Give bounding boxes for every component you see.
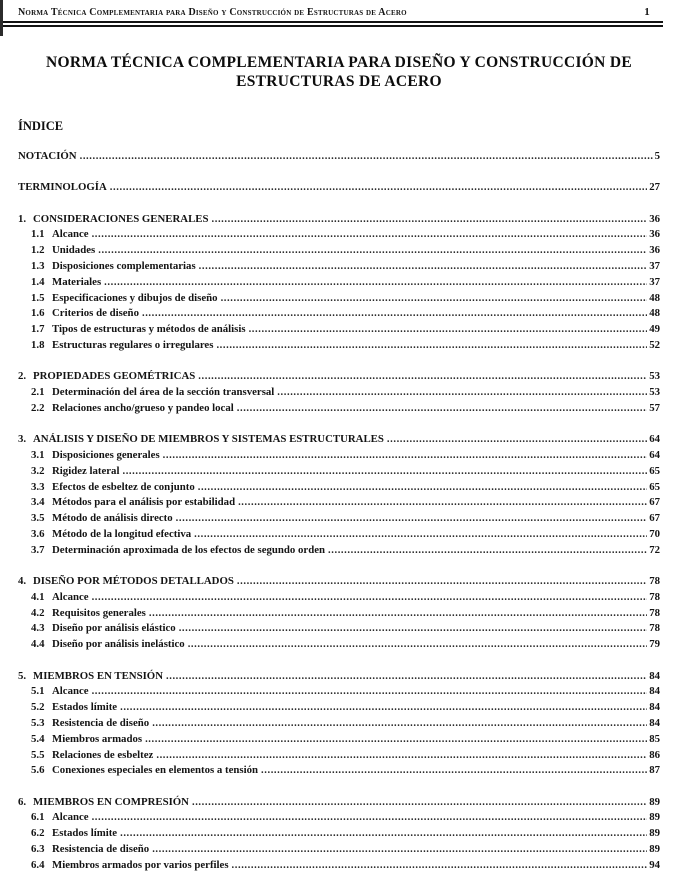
toc-entry xyxy=(18,401,660,417)
toc-entry-title: Efectos de esbeltez de conjunto xyxy=(52,480,195,493)
toc-leader-dots xyxy=(92,684,648,700)
toc-entry-number: 4. xyxy=(18,575,27,588)
toc-entry-title: NOTACIÓN xyxy=(18,150,77,162)
toc-entry xyxy=(18,338,660,354)
toc-entry-page: 67 xyxy=(649,512,660,525)
toc-entry xyxy=(18,543,660,559)
toc-entry-title: Criterios de diseño xyxy=(52,307,139,320)
toc-entry-page: 86 xyxy=(649,748,660,761)
toc-entry-number: 1.1 xyxy=(31,228,45,241)
toc-entry-title: Estados límite xyxy=(52,701,118,714)
toc-entry xyxy=(18,763,660,779)
toc-entry-title: Métodos para el análisis por estabilidad xyxy=(52,496,236,509)
toc-entry-page: 52 xyxy=(649,338,660,351)
toc-entry-page: 89 xyxy=(649,811,660,824)
toc-entry xyxy=(18,810,660,826)
toc-entry xyxy=(18,369,660,385)
toc-list xyxy=(18,149,660,874)
toc-entry-number: 6.3 xyxy=(31,842,45,855)
toc-entry xyxy=(18,826,660,842)
document-title xyxy=(18,53,660,91)
toc-entry-number: 6. xyxy=(18,795,27,808)
toc-leader-dots xyxy=(249,322,648,338)
running-title: Norma Técnica Complementaria para Diseño y Construcción de Estructuras de Acero xyxy=(18,7,407,18)
toc-entry xyxy=(18,385,660,401)
toc-entry xyxy=(18,322,660,338)
toc-leader-dots xyxy=(163,448,648,464)
toc-leader-dots xyxy=(92,227,648,243)
toc-entry xyxy=(18,574,660,590)
toc-entry-number: 5.4 xyxy=(31,732,45,745)
toc-leader-dots xyxy=(221,291,648,307)
toc-entry-page: 87 xyxy=(649,764,660,777)
toc-leader-dots xyxy=(212,212,648,228)
header-double-rule xyxy=(3,21,663,27)
toc-entry-page: 78 xyxy=(649,622,660,635)
toc-leader-dots xyxy=(92,810,648,826)
toc-leader-dots xyxy=(261,763,647,779)
toc-leader-dots xyxy=(179,621,648,637)
page-header xyxy=(18,0,660,18)
toc-leader-dots xyxy=(194,527,647,543)
toc-entry-title: Estados límite xyxy=(52,827,118,840)
toc-leader-dots xyxy=(237,401,647,417)
toc-entry-page: 37 xyxy=(649,275,660,288)
toc-leader-dots xyxy=(120,826,647,842)
toc-entry-page: 53 xyxy=(649,386,660,399)
page-number: 1 xyxy=(644,6,650,18)
toc-entry-page: 85 xyxy=(649,732,660,745)
toc-entry-page: 70 xyxy=(649,527,660,540)
toc-entry-title: Tipos de estructuras y métodos de análisis xyxy=(52,323,246,336)
toc-entry-page: 89 xyxy=(649,827,660,840)
toc-entry-title: Conexiones especiales en elementos a tensión xyxy=(52,764,259,777)
toc-entry-number: 4.2 xyxy=(31,606,45,619)
toc-entry-title: Disposiciones complementarias xyxy=(52,259,196,272)
toc-leader-dots xyxy=(198,480,647,496)
toc-entry xyxy=(18,748,660,764)
toc-entry-number: 6.1 xyxy=(31,811,45,824)
toc-leader-dots xyxy=(238,495,647,511)
toc-entry-title: Rigidez lateral xyxy=(52,464,120,477)
toc-leader-dots xyxy=(277,385,647,401)
toc-entry-title: Resistencia de diseño xyxy=(52,842,150,855)
toc-leader-dots xyxy=(142,306,647,322)
toc-leader-dots xyxy=(237,574,647,590)
document-title-line2: ESTRUCTURAS DE ACERO xyxy=(236,72,442,90)
toc-entry-number: 3.3 xyxy=(31,480,45,493)
toc-leader-dots xyxy=(152,716,647,732)
toc-entry-number: 5.3 xyxy=(31,716,45,729)
toc-entry-title: Relaciones de esbeltez xyxy=(52,748,154,761)
toc-entry xyxy=(18,606,660,622)
toc-entry-page: 84 xyxy=(649,716,660,729)
toc-leader-dots xyxy=(104,275,647,291)
toc-entry-number: 3.2 xyxy=(31,464,45,477)
toc-entry-page: 65 xyxy=(649,464,660,477)
toc-entry-number: 4.1 xyxy=(31,590,45,603)
toc-entry-title: MIEMBROS EN TENSIÓN xyxy=(33,669,163,682)
toc-entry-number: 1.8 xyxy=(31,338,45,351)
toc-leader-dots xyxy=(188,637,648,653)
toc-entry-page: 79 xyxy=(649,638,660,651)
toc-entry-title: MIEMBROS EN COMPRESIÓN xyxy=(33,795,189,808)
toc-entry xyxy=(18,291,660,307)
toc-entry-title: CONSIDERACIONES GENERALES xyxy=(33,212,209,225)
toc-entry-page: 27 xyxy=(649,181,660,194)
toc-entry-page: 89 xyxy=(649,795,660,808)
toc-entry-page: 49 xyxy=(649,323,660,336)
toc-entry-number: 3.7 xyxy=(31,543,45,556)
toc-entry-number: 6.2 xyxy=(31,827,45,840)
toc-entry xyxy=(18,448,660,464)
toc-entry-page: 72 xyxy=(649,543,660,556)
toc-entry-number: 3.4 xyxy=(31,496,45,509)
toc-leader-dots xyxy=(192,795,647,811)
toc-entry-number: 3. xyxy=(18,433,27,446)
toc-leader-dots xyxy=(198,369,647,385)
toc-entry-title: TERMINOLOGÍA xyxy=(18,181,107,194)
toc-leader-dots xyxy=(122,464,647,480)
toc-entry-number: 5.5 xyxy=(31,748,45,761)
toc-entry xyxy=(18,684,660,700)
toc-entry-number: 3.6 xyxy=(31,527,45,540)
toc-entry xyxy=(18,716,660,732)
toc-leader-dots xyxy=(152,842,647,858)
toc-entry-title: Relaciones ancho/grueso y pandeo local xyxy=(52,401,234,414)
toc-entry-title: Estructuras regulares o irregulares xyxy=(52,338,214,351)
toc-entry-page: 64 xyxy=(649,433,660,446)
toc-entry-page: 94 xyxy=(649,858,660,871)
toc-entry xyxy=(18,495,660,511)
toc-leader-dots xyxy=(232,858,648,874)
toc-entry-title: PROPIEDADES GEOMÉTRICAS xyxy=(33,370,196,383)
toc-entry-title: Método de la longitud efectiva xyxy=(52,527,192,540)
toc-leader-dots xyxy=(156,748,647,764)
toc-entry-number: 3.5 xyxy=(31,512,45,525)
toc-entry xyxy=(18,243,660,259)
toc-entry-page: 36 xyxy=(649,244,660,257)
toc-leader-dots xyxy=(328,543,647,559)
toc-entry-page: 5 xyxy=(654,150,660,162)
toc-entry-number: 1.6 xyxy=(31,307,45,320)
toc-entry-page: 89 xyxy=(649,842,660,855)
toc-entry-number: 5.1 xyxy=(31,685,45,698)
toc-entry-title: ANÁLISIS Y DISEÑO DE MIEMBROS Y SISTEMAS ESTRUCTURALES xyxy=(33,433,384,446)
toc-leader-dots xyxy=(166,669,647,685)
toc-entry xyxy=(18,480,660,496)
toc-entry xyxy=(18,527,660,543)
toc-entry-number: 1.2 xyxy=(31,244,45,257)
scan-edge-artifact xyxy=(0,0,3,36)
toc-entry-page: 65 xyxy=(649,480,660,493)
toc-entry xyxy=(18,590,660,606)
toc-entry-number: 4.4 xyxy=(31,638,45,651)
toc-entry-page: 36 xyxy=(649,228,660,241)
toc-entry-number: 1.5 xyxy=(31,291,45,304)
toc-entry-number: 6.4 xyxy=(31,858,45,871)
toc-entry-number: 5. xyxy=(18,669,27,682)
toc-entry-number: 4.3 xyxy=(31,622,45,635)
toc-leader-dots xyxy=(216,338,647,354)
toc-entry xyxy=(18,511,660,527)
toc-entry-title: Miembros armados xyxy=(52,732,143,745)
toc-leader-dots xyxy=(110,180,647,196)
toc-entry xyxy=(18,795,660,811)
toc-entry-number: 5.6 xyxy=(31,764,45,777)
index-heading: ÍNDICE xyxy=(18,118,64,133)
toc-entry-title: Unidades xyxy=(52,244,96,257)
toc-entry-title: Alcance xyxy=(52,811,89,824)
toc-entry-page: 84 xyxy=(649,685,660,698)
toc-entry-title: Resistencia de diseño xyxy=(52,716,150,729)
toc-entry-number: 1.4 xyxy=(31,275,45,288)
toc-entry-title: Especificaciones y dibujos de diseño xyxy=(52,291,218,304)
toc-leader-dots xyxy=(92,590,648,606)
toc-entry-page: 78 xyxy=(649,590,660,603)
toc-leader-dots xyxy=(199,259,648,275)
toc-leader-dots xyxy=(145,732,647,748)
toc-entry xyxy=(18,227,660,243)
toc-entry xyxy=(18,637,660,653)
toc-entry-title: Alcance xyxy=(52,685,89,698)
toc-entry-page: 57 xyxy=(649,401,660,414)
toc-entry-title: Diseño por análisis inelástico xyxy=(52,638,185,651)
toc-entry xyxy=(18,621,660,637)
toc-entry-number: 2.2 xyxy=(31,401,45,414)
toc-entry-number: 2.1 xyxy=(31,386,45,399)
toc-entry-number: 3.1 xyxy=(31,448,45,461)
toc-entry xyxy=(18,858,660,874)
toc-entry-title: DISEÑO POR MÉTODOS DETALLADOS xyxy=(33,575,234,588)
toc-entry xyxy=(18,149,660,165)
toc-entry-title: Determinación aproximada de los efectos de segundo orden xyxy=(52,543,326,556)
toc-entry-title: Requisitos generales xyxy=(52,606,146,619)
toc-entry xyxy=(18,700,660,716)
toc-entry-page: 36 xyxy=(649,212,660,225)
toc-entry-page: 78 xyxy=(649,606,660,619)
toc-entry-page: 48 xyxy=(649,291,660,304)
toc-entry-title: Miembros armados por varios perfiles xyxy=(52,858,229,871)
toc-entry xyxy=(18,464,660,480)
toc-entry-page: 78 xyxy=(649,575,660,588)
toc-entry-page: 48 xyxy=(649,307,660,320)
toc-entry xyxy=(18,732,660,748)
toc-entry xyxy=(18,432,660,448)
toc-entry-title: Alcance xyxy=(52,590,89,603)
toc-leader-dots xyxy=(149,606,647,622)
toc-entry-page: 64 xyxy=(649,448,660,461)
toc-leader-dots xyxy=(176,511,648,527)
toc-entry-page: 37 xyxy=(649,259,660,272)
toc-entry xyxy=(18,306,660,322)
toc-leader-dots xyxy=(98,243,647,259)
toc-leader-dots xyxy=(120,700,647,716)
toc-entry-number: 1.3 xyxy=(31,259,45,272)
toc-entry-number: 2. xyxy=(18,370,27,383)
toc-entry xyxy=(18,669,660,685)
toc-entry-number: 1. xyxy=(18,212,27,225)
toc-entry-title: Determinación del área de la sección transversal xyxy=(52,386,275,399)
toc-entry xyxy=(18,212,660,228)
toc-entry-title: Alcance xyxy=(52,228,89,241)
toc-leader-dots xyxy=(387,432,647,448)
toc-entry xyxy=(18,842,660,858)
toc-entry-title: Materiales xyxy=(52,275,102,288)
toc-entry-page: 84 xyxy=(649,701,660,714)
toc-entry-number: 5.2 xyxy=(31,701,45,714)
toc-leader-dots xyxy=(80,149,653,165)
document-title-line1: NORMA TÉCNICA COMPLEMENTARIA PARA DISEÑO Y CONSTRUCCIÓN DE xyxy=(46,53,632,71)
toc-entry-number: 1.7 xyxy=(31,323,45,336)
toc-entry-page: 84 xyxy=(649,669,660,682)
toc-entry-page: 53 xyxy=(649,370,660,383)
toc-entry xyxy=(18,180,660,196)
toc-entry-page: 67 xyxy=(649,496,660,509)
toc-entry-title: Disposiciones generales xyxy=(52,448,160,461)
toc-entry-title: Diseño por análisis elástico xyxy=(52,622,176,635)
toc-entry xyxy=(18,275,660,291)
toc-entry-title: Método de análisis directo xyxy=(52,512,173,525)
toc-entry xyxy=(18,259,660,275)
